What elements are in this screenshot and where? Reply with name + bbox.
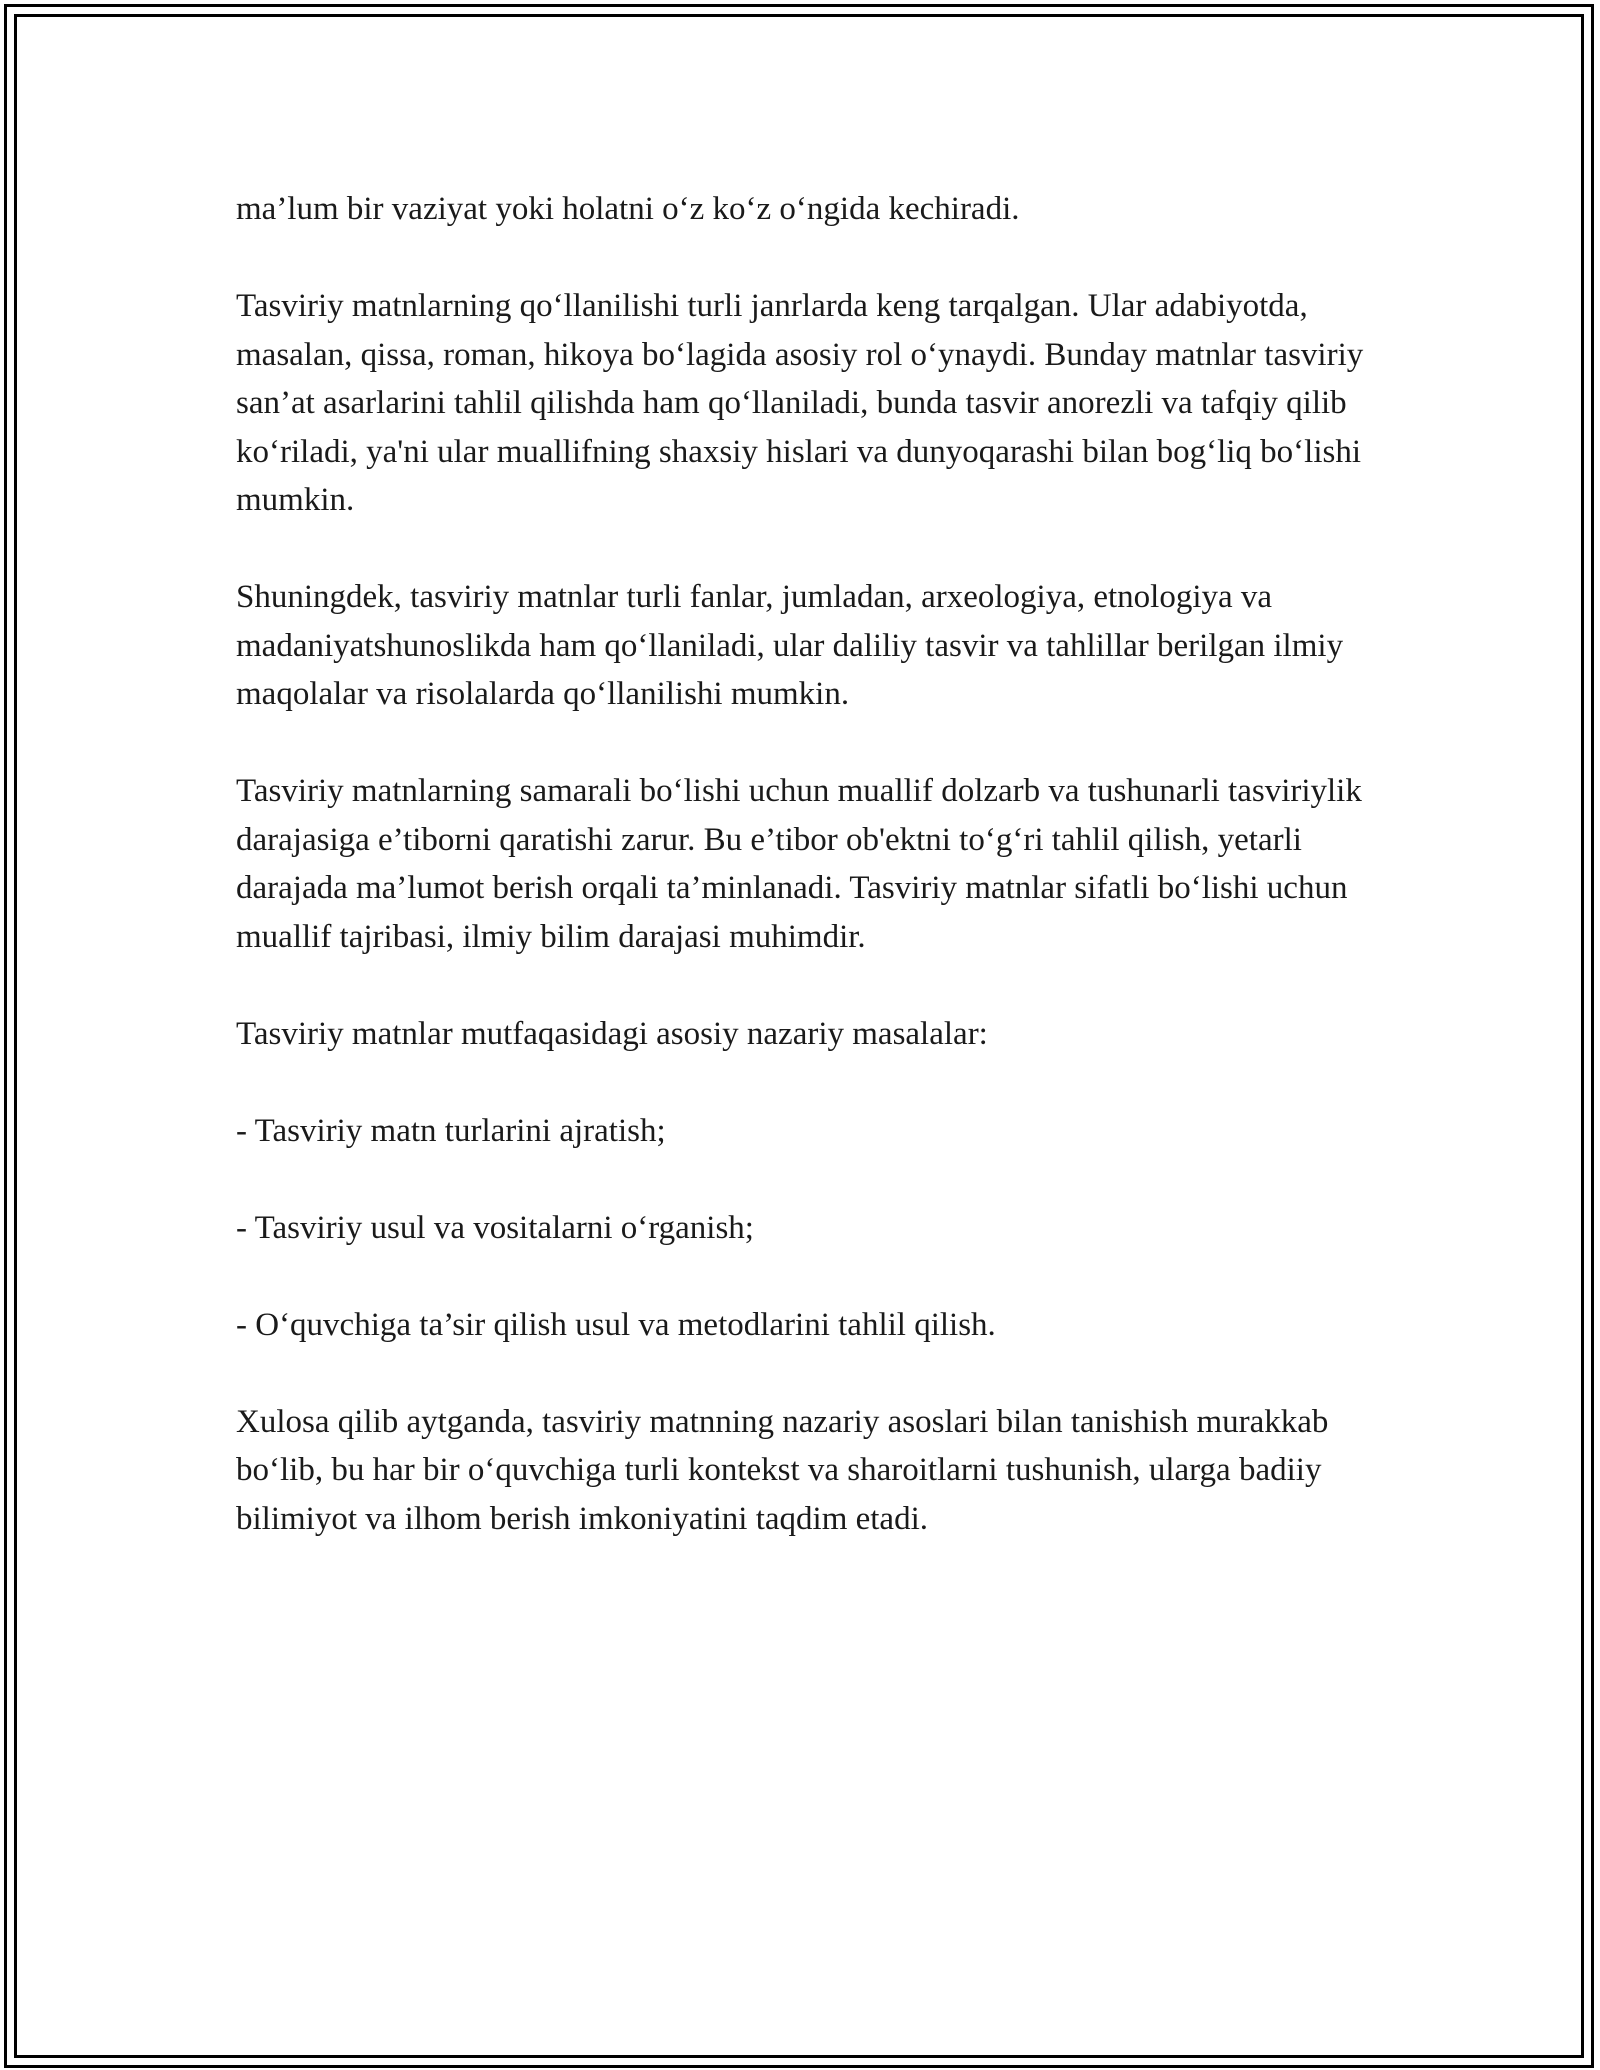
paragraph-effectiveness: Tasviriy matnlarning samarali bo‘lishi uchun muallif dolzarb va tushunarli tasviriylik darajasiga e’tiborni qaratishi zarur. Bu e’tibor ob'ektni to‘g‘ri tahlil qilish, yetarli darajada ma’lumot berish orqali ta’minlanadi. Tasviriy matnlar sifatli bo‘lishi uchun muallif tajribasi, ilmiy bilim darajasi muhimdir.: [236, 773, 1362, 955]
document-body: [236, 185, 1396, 1543]
paragraph-continuation: ma’lum bir vaziyat yoki holatni o‘z ko‘z o‘ngida kechiradi.: [236, 191, 1020, 227]
paragraph-usage-sciences: Shuningdek, tasviriy matnlar turli fanlar, jumladan, arxeologiya, etnologiya va madaniyatshunoslikda ham qo‘llaniladi, ular daliliy tasvir va tahlillar berilgan ilmiy maqolalar va risolalarda qo‘llanilishi mumkin.: [236, 579, 1344, 712]
paragraph-list-intro: Tasviriy matnlar mutfaqasidagi asosiy nazariy masalalar:: [236, 1015, 988, 1052]
list-item-methods: - Tasviriy usul va vositalarni o‘rganish;: [236, 1209, 754, 1246]
list-item-reader-impact: - O‘quvchiga ta’sir qilish usul va metodlarini tahlil qilish.: [236, 1306, 996, 1343]
list-item-types: - Tasviriy matn turlarini ajratish;: [236, 1112, 666, 1149]
paragraph-usage-genres: Tasviriy matnlarning qo‘llanilishi turli janrlarda keng tarqalgan. Ular adabiyotda, masalan, qissa, roman, hikoya bo‘lagida asosiy rol o‘ynaydi. Bunday matnlar tasviriy san’at asarlarini tahlil qilishda ham qo‘llaniladi, bunda tasvir anorezli va tafqiy qilib ko‘riladi, ya'ni ular muallifning shaxsiy hislari va dunyoqarashi bilan bog‘liq bo‘lishi mumkin.: [236, 288, 1364, 518]
paragraph-conclusion: Xulosa qilib aytganda, tasviriy matnning nazariy asoslari bilan tanishish murakkab bo‘lib, bu har bir o‘quvchiga turli kontekst va sharoitlarni tushunish, ularga badiiy bilimiyot va ilhom berish imkoniyatini taqdim etadi.: [236, 1403, 1329, 1537]
